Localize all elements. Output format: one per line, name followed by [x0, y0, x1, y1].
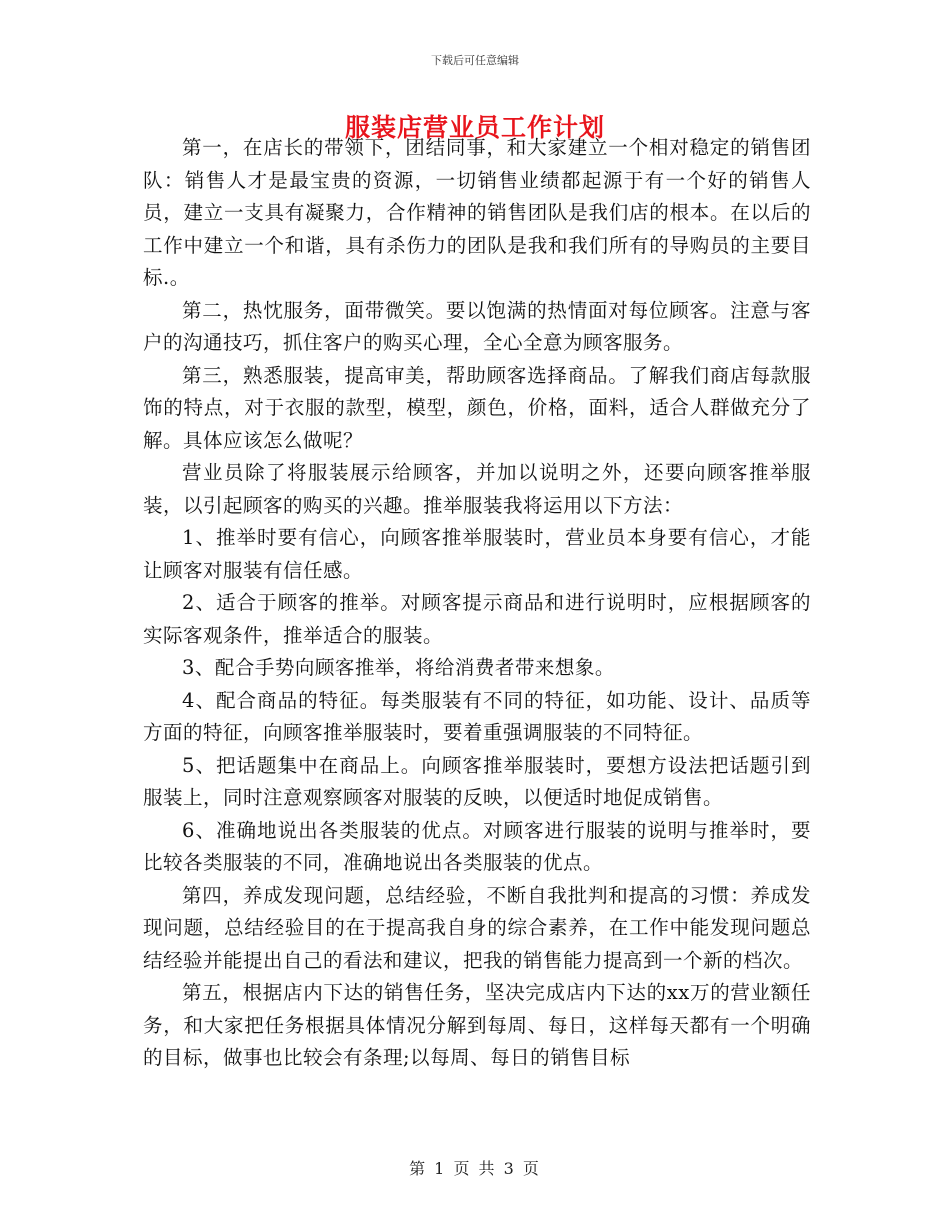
paragraph-6: 2、适合于顾客的推举。对顾客提示商品和进行说明时，应根据顾客的实际客观条件，推举适合的服装。: [143, 591, 811, 647]
paragraph-3: 第三，熟悉服装，提高审美，帮助顾客选择商品。了解我们商店每款服饰的特点，对于衣服的款型，模型，颜色，价格，面料，适合人群做充分了解。具体应该怎么做呢？: [143, 363, 811, 452]
page-header-note: 下载后可任意编辑: [431, 54, 519, 67]
paragraph-10: 6、准确地说出各类服装的优点。对顾客进行服装的说明与推举时，要比较各类服装的不同，准确地说出各类服装的优点。: [143, 818, 811, 874]
document-title: 服装店营业员工作计划: [344, 113, 605, 142]
paragraph-9: 5、把话题集中在商品上。向顾客推举服装时，要想方设法把话题引到服装上，同时注意观察顾客对服装的反映，以便适时地促成销售。: [143, 753, 811, 809]
page-number: 第 1 页 共 3 页: [409, 1159, 541, 1178]
paragraph-1: 第一，在店长的带领下，团结同事，和大家建立一个相对稳定的销售团队：销售人才是最宝贵的资源，一切销售业绩都起源于有一个好的销售人员，建立一支具有凝聚力，合作精神的销售团队是我们店的根本。在以后的工作中建立一个和谐，具有杀伤力的团队是我和我们所有的导购员的主要目标.。: [143, 136, 811, 289]
paragraph-2: 第二，热忱服务，面带微笑。要以饱满的热情面对每位顾客。注意与客户的沟通技巧，抓住客户的购买心理，全心全意为顾客服务。: [143, 298, 811, 354]
paragraph-7: 3、配合手势向顾客推举，将给消费者带来想象。: [182, 656, 615, 679]
document-body: [143, 132, 811, 1075]
paragraph-8: 4、配合商品的特征。每类服装有不同的特征，如功能、设计、品质等方面的特征，向顾客推举服装时，要着重强调服装的不同特征。: [143, 688, 811, 744]
paragraph-4: 营业员除了将服装展示给顾客，并加以说明之外，还要向顾客推举服装，以引起顾客的购买的兴趣。推举服装我将运用以下方法：: [143, 461, 811, 517]
paragraph-11: 第四，养成发现问题，总结经验，不断自我批判和提高的习惯：养成发现问题，总结经验目的在于提高我自身的综合素养，在工作中能发现问题总结经验并能提出自己的看法和建议，把我的销售能力提高到一个新的档次。: [143, 883, 811, 972]
paragraph-5: 1、推举时要有信心，向顾客推举服装时，营业员本身要有信心，才能让顾客对服装有信任感。: [143, 526, 811, 582]
paragraph-12: 第五，根据店内下达的销售任务，坚决完成店内下达的xx万的营业额任务，和大家把任务根据具体情况分解到每周、每日，这样每天都有一个明确的目标，做事也比较会有条理;以每周、每日的销售目标: [143, 981, 811, 1069]
